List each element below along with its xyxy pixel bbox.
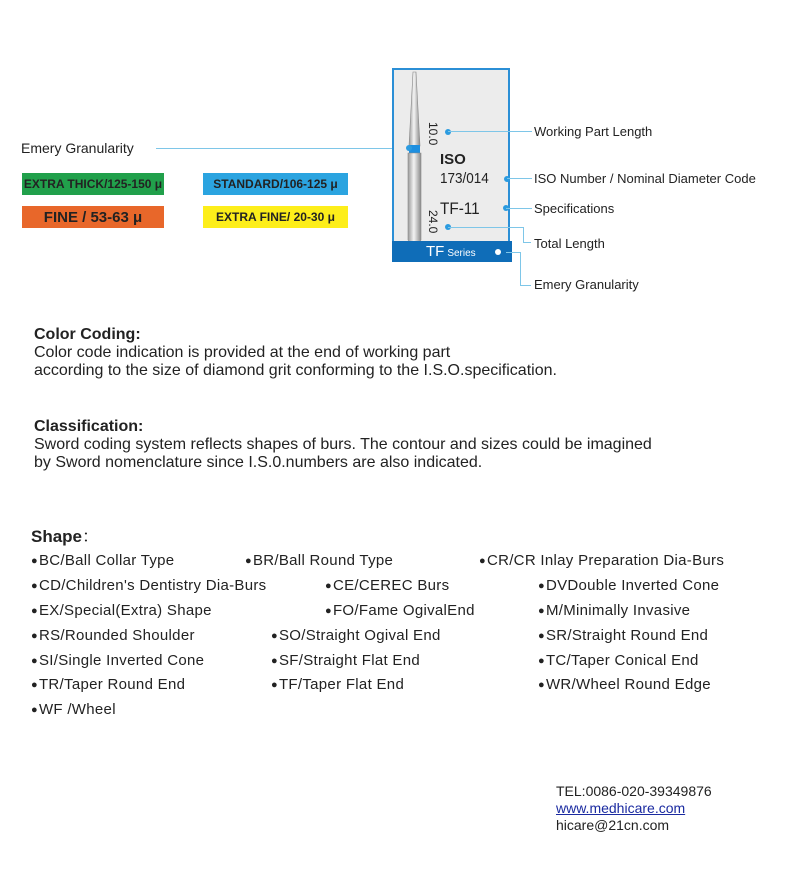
shape-list-item: [31, 552, 174, 569]
emery-granularity-label: Emery Granularity: [21, 140, 134, 156]
bur-shank: [408, 153, 421, 245]
bullet-icon: ●: [31, 605, 38, 617]
shape-item-label: CE/CEREC Burs: [332, 577, 450, 594]
classification-line-1: Sword coding system reflects shapes of burs. The contour and sizes could be imagined: [34, 436, 652, 453]
shape-list-item: [245, 552, 393, 569]
grit-badge-fine: FINE / 53-63 μ: [22, 206, 164, 228]
total-length-line-v: [523, 227, 524, 242]
emery-right-line-end: [520, 285, 531, 286]
emery-dot: [406, 145, 412, 151]
shape-list-item: [31, 602, 212, 619]
shape-list-item: [31, 652, 204, 669]
working-length-value: 10.0: [426, 122, 440, 146]
bullet-icon: ●: [31, 679, 38, 691]
bullet-icon: ●: [31, 580, 38, 592]
iso-line: [507, 178, 532, 179]
contact-website-link[interactable]: www.medhicare.com: [556, 800, 686, 816]
shape-item-label: BR/Ball Round Type: [252, 552, 394, 569]
shape-list-item: [325, 602, 475, 619]
series-dot: [495, 249, 501, 255]
bullet-icon: ●: [538, 630, 545, 642]
bullet-icon: ●: [538, 655, 545, 667]
shape-list-item: [271, 652, 420, 669]
emery-right-line-v: [520, 252, 521, 285]
color-coding-title: Color Coding:: [34, 326, 141, 343]
callout-total-length: Total Length: [534, 236, 605, 251]
callout-emery-granularity: Emery Granularity: [534, 277, 639, 292]
classification-title: Classification:: [34, 418, 144, 435]
shape-item-label: TC/Taper Conical End: [545, 652, 699, 669]
shape-list-item: [325, 577, 449, 594]
shape-title-text: Shape: [31, 527, 83, 546]
iso-dot: [504, 176, 510, 182]
shape-list-item: [538, 602, 690, 619]
classification-line-2: by Sword nomenclature since I.S.0.numbers are also indicated.: [34, 454, 483, 471]
shape-item-label: SF/Straight Flat End: [278, 652, 421, 669]
bullet-icon: ●: [31, 630, 38, 642]
shape-item-label: DVDouble Inverted Cone: [545, 577, 720, 594]
grit-badge-standard: STANDARD/106-125 μ: [203, 173, 348, 195]
emery-right-line-h: [506, 252, 520, 253]
shape-list-item: [271, 676, 404, 693]
bullet-icon: ●: [271, 630, 278, 642]
callout-specifications: Specifications: [534, 201, 615, 216]
callout-working-part-length: Working Part Length: [534, 124, 653, 139]
shape-list-item: [31, 577, 266, 594]
bur-tip: [409, 72, 420, 146]
bullet-icon: ●: [271, 655, 278, 667]
series-suffix: Series: [447, 248, 476, 259]
shape-item-label: M/Minimally Invasive: [545, 602, 691, 619]
grit-badge-extra-fine: EXTRA FINE/ 20-30 μ: [203, 206, 348, 228]
shape-item-label: RS/Rounded Shoulder: [38, 627, 195, 644]
shape-item-label: SO/Straight Ogival End: [278, 627, 441, 644]
bullet-icon: ●: [538, 580, 545, 592]
shape-list-item: [271, 627, 441, 644]
total-length-value: 24.0: [426, 210, 440, 234]
bullet-icon: ●: [325, 580, 332, 592]
series-banner: [392, 241, 512, 262]
shape-item-label: SR/Straight Round End: [545, 627, 709, 644]
contact-tel: TEL:0086-020-39349876: [556, 783, 712, 799]
bullet-icon: ●: [325, 605, 332, 617]
iso-label: ISO: [440, 151, 466, 168]
shape-list-item: [538, 627, 708, 644]
shape-list-item: [479, 552, 724, 569]
spec-line: [506, 208, 532, 209]
bullet-icon: ●: [31, 704, 38, 716]
shape-list-item: [31, 701, 116, 718]
emery-connector-line: [156, 148, 410, 149]
contact-email: hicare@21cn.com: [556, 817, 670, 833]
bullet-icon: ●: [271, 679, 278, 691]
shape-item-label: FO/Fame OgivalEnd: [332, 602, 475, 619]
shape-list-item: [31, 676, 185, 693]
shape-list-item: [31, 627, 195, 644]
shape-list-item: [538, 676, 711, 693]
bullet-icon: ●: [245, 555, 252, 567]
bullet-icon: ●: [538, 679, 545, 691]
iso-number: 173/014: [440, 170, 489, 187]
bullet-icon: ●: [538, 605, 545, 617]
series-name: TF: [426, 243, 445, 260]
grit-badge-extra-thick: EXTRA THICK/125-150 μ: [22, 173, 164, 195]
shape-title: [31, 522, 99, 547]
shape-list-item: [538, 577, 719, 594]
shape-item-label: TF/Taper Flat End: [278, 676, 405, 693]
color-coding-line-2: according to the size of diamond grit conforming to the I.S.O.specification.: [34, 362, 557, 379]
shape-title-colon: ：: [82, 527, 100, 546]
shape-item-label: SI/Single Inverted Cone: [38, 652, 205, 669]
working-length-dot: [445, 129, 451, 135]
callout-iso-number: ISO Number / Nominal Diameter Code: [534, 171, 756, 186]
bullet-icon: ●: [31, 655, 38, 667]
shape-item-label: CD/Children's Dentistry Dia-Burs: [38, 577, 267, 594]
shape-item-label: BC/Ball Collar Type: [38, 552, 175, 569]
shape-item-label: TR/Taper Round End: [38, 676, 186, 693]
shape-list-item: [538, 652, 699, 669]
bullet-icon: ●: [31, 555, 38, 567]
total-length-line-end: [523, 242, 531, 243]
working-length-line: [448, 131, 532, 132]
shape-item-label: EX/Special(Extra) Shape: [38, 602, 212, 619]
color-coding-line-1: Color code indication is provided at the end of working part: [34, 344, 451, 361]
total-length-line-h: [448, 227, 523, 228]
shape-item-label: WF /Wheel: [38, 701, 116, 718]
shape-item-label: CR/CR Inlay Preparation Dia-Burs: [486, 552, 725, 569]
shape-item-label: WR/Wheel Round Edge: [545, 676, 711, 693]
spec-code: TF-11: [440, 199, 480, 218]
bullet-icon: ●: [479, 555, 486, 567]
